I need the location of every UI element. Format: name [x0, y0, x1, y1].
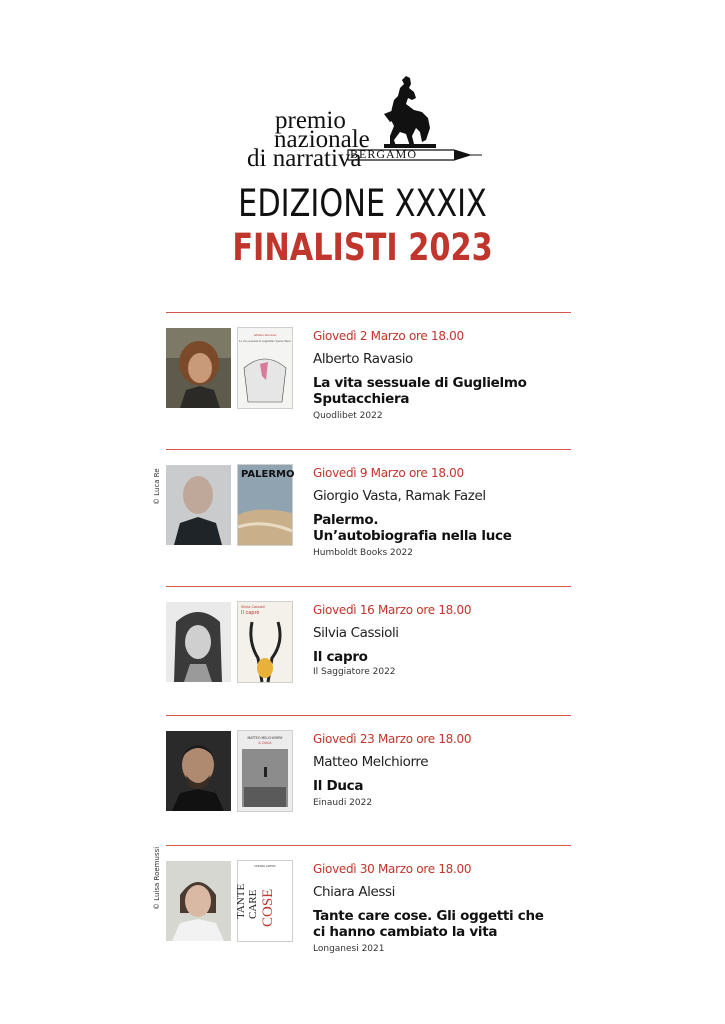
publisher-year: Quodlibet 2022 — [313, 411, 383, 421]
entry-info — [313, 861, 573, 955]
logo — [244, 70, 484, 172]
divider — [166, 586, 571, 587]
publisher-year: Humboldt Books 2022 — [313, 548, 413, 558]
cover-title: IL DUCA — [258, 741, 272, 745]
book-title-line: La vita sessuale di Guglielmo — [313, 375, 527, 391]
book-title: Il capro — [313, 649, 368, 665]
book-cover — [238, 465, 295, 545]
photo-credit: © Luisa Roemussi — [153, 846, 161, 910]
publisher-year: Longanesi 2021 — [313, 944, 385, 954]
author-name: Alberto Ravasio — [313, 351, 413, 367]
edition-heading: EDIZIONE XXXIX — [238, 182, 487, 225]
book-cover — [238, 602, 292, 682]
book-title-line: Tante care cose. Gli oggetti che — [313, 908, 544, 924]
author-photo — [166, 861, 231, 941]
logo-line-premio: premio — [275, 107, 346, 134]
book-title: Il Duca — [313, 778, 364, 794]
cover-author: Silvia Cassioli — [241, 605, 265, 609]
book-title-line: ci hanno cambiato la vita — [313, 924, 498, 940]
author-photo — [166, 328, 231, 408]
publisher-year: Il Saggiatore 2022 — [313, 667, 396, 677]
entry-info — [313, 465, 573, 559]
event-date: Giovedì 9 Marzo ore 18.00 — [313, 466, 464, 480]
author-name: Chiara Alessi — [313, 884, 396, 900]
book-title — [313, 375, 573, 407]
book-title-line: Sputacchiera — [313, 391, 410, 407]
cover-word: COSE — [260, 888, 276, 927]
author-photo — [166, 465, 231, 545]
logo-line-nazionale: nazionale — [274, 126, 370, 153]
photo-credit: © Luca Re — [153, 468, 161, 505]
entry-info — [313, 602, 573, 678]
entry-info — [313, 731, 573, 809]
book-cover — [235, 861, 292, 941]
book-cover — [238, 731, 292, 811]
logo-city: BERGAMO — [350, 147, 418, 161]
divider — [166, 715, 571, 716]
publisher-year: Einaudi 2022 — [313, 798, 373, 808]
cover-title: La vita sessuale di Guglielmo Sputacchiera — [239, 339, 291, 343]
event-date: Giovedì 2 Marzo ore 18.00 — [313, 329, 464, 343]
author-name: Matteo Melchiorre — [313, 754, 429, 770]
finalists-heading: FINALISTI 2023 — [232, 226, 493, 269]
author-photo — [166, 731, 231, 811]
author-name: Silvia Cassioli — [313, 625, 399, 641]
book-title — [313, 908, 573, 940]
author-name: Giorgio Vasta, Ramak Fazel — [313, 488, 486, 504]
divider — [166, 312, 571, 313]
event-date: Giovedì 30 Marzo ore 18.00 — [313, 862, 472, 876]
cover-author: MATTEO MELCHIORRE — [247, 736, 283, 740]
book-title-line: Palermo. — [313, 512, 379, 528]
cover-title: PALERMO — [241, 469, 295, 480]
book-title — [313, 512, 573, 544]
cover-word: CARE — [247, 889, 259, 919]
cover-author: Alberto Ravasio — [253, 333, 277, 337]
event-date: Giovedì 16 Marzo ore 18.00 — [313, 603, 472, 617]
book-title-line: Un’autobiografia nella luce — [313, 528, 512, 544]
cover-word: TANTE — [235, 883, 247, 919]
divider — [166, 845, 571, 846]
event-date: Giovedì 23 Marzo ore 18.00 — [313, 732, 472, 746]
book-cover — [238, 328, 292, 408]
logo-line-narrativa: di narrativa — [247, 145, 362, 172]
cover-author: CHIARA ALESSI — [254, 864, 276, 868]
entry-info — [313, 328, 573, 422]
cover-title: Il capro — [241, 610, 260, 616]
divider — [166, 449, 571, 450]
author-photo — [166, 602, 231, 682]
